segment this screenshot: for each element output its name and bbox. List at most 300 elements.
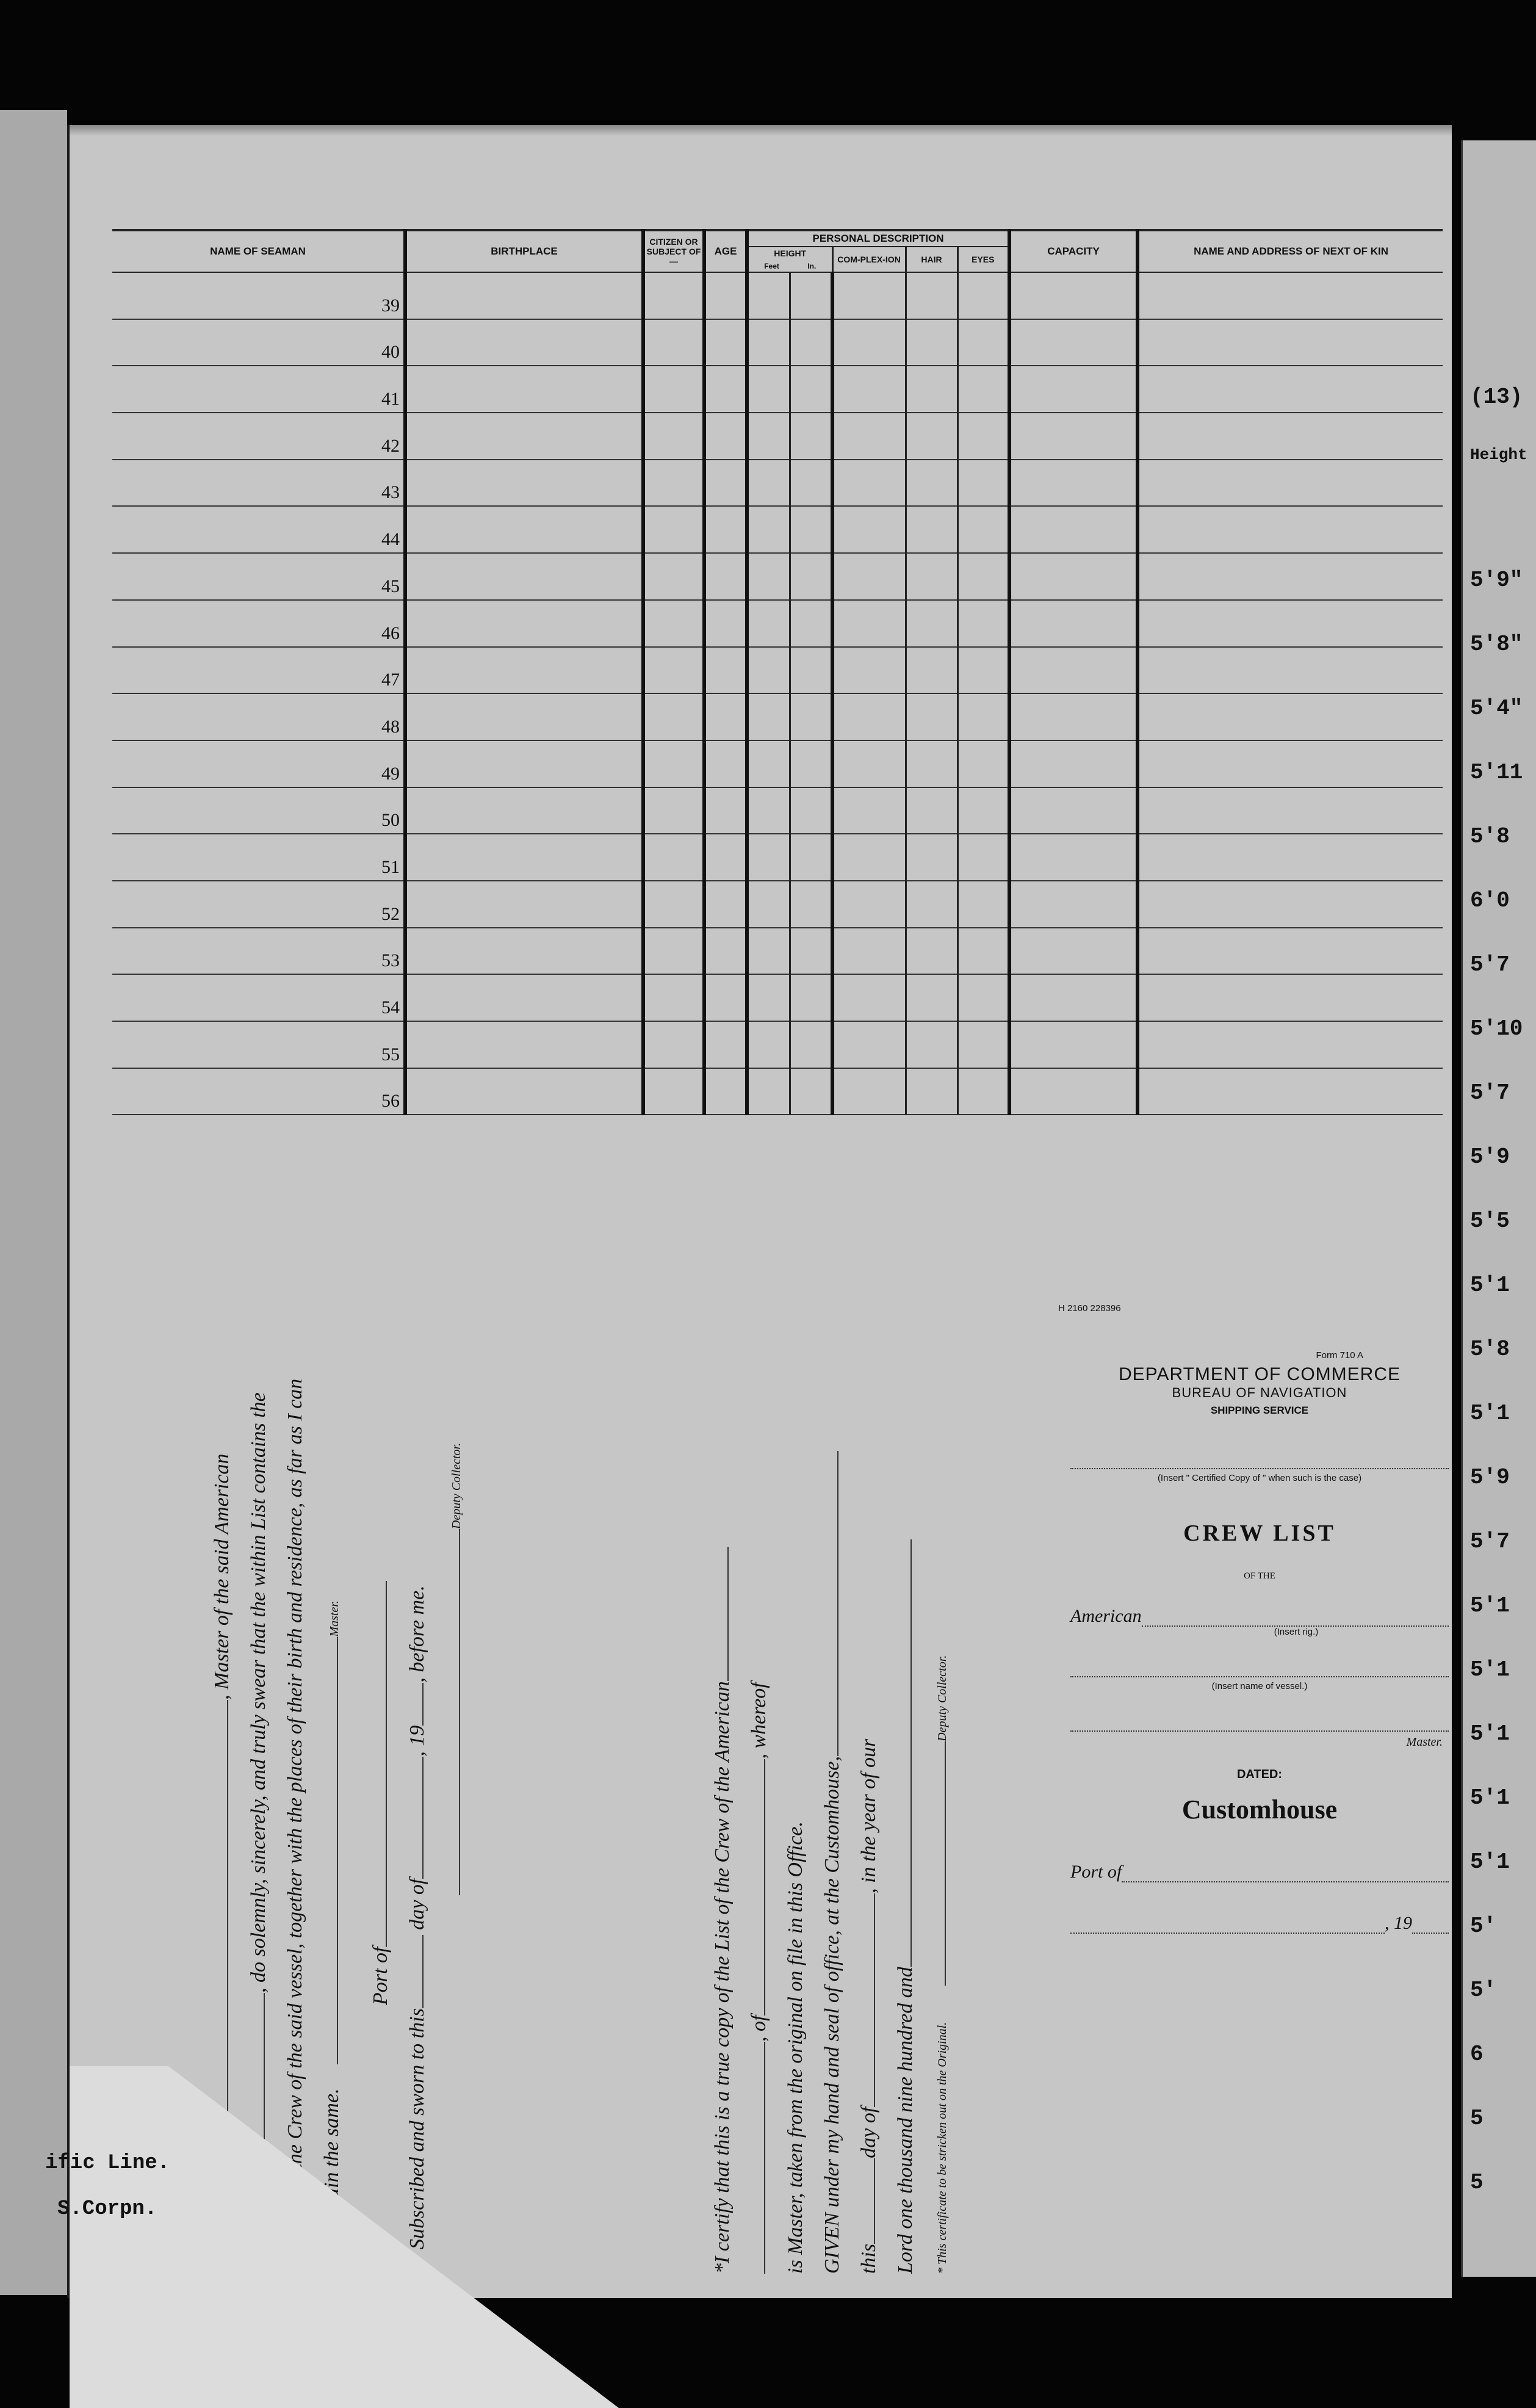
insert-rig: (Insert rig.) [1274, 1627, 1319, 1637]
cert-line5: Lord one thousand nine hundred and [887, 1346, 924, 2274]
bureau: BUREAU OF NAVIGATION [1172, 1385, 1347, 1400]
table-cell [405, 1068, 643, 1115]
crew-table [112, 229, 1443, 1115]
table-cell [957, 413, 1009, 460]
back-page-height: 5'7 [1470, 1529, 1510, 1554]
table-cell [704, 600, 747, 647]
table-cell [832, 600, 906, 647]
american-label: American [1070, 1606, 1142, 1626]
table-cell [704, 787, 747, 834]
table-cell [643, 319, 704, 366]
table-cell [747, 553, 790, 600]
table-cell [405, 413, 643, 460]
table-cell [643, 506, 704, 553]
table-cell [957, 740, 1009, 787]
table-row [112, 600, 1443, 647]
table-cell [704, 366, 747, 413]
table-cell [1138, 740, 1443, 787]
row-number: 51 [112, 834, 405, 881]
table-cell [1138, 460, 1443, 507]
table-cell [1138, 366, 1443, 413]
back-page-height: 5'10 [1470, 1016, 1523, 1041]
table-cell [704, 693, 747, 740]
back-page-height: 5 [1470, 2170, 1484, 2195]
table-cell [405, 366, 643, 413]
table-cell [704, 553, 747, 600]
row-number: 44 [112, 506, 405, 553]
table-cell [790, 834, 832, 881]
table-cell [790, 740, 832, 787]
table-cell [790, 553, 832, 600]
table-cell [832, 366, 906, 413]
back-page-height: 5'1 [1470, 1273, 1510, 1298]
header-complexion: COM-PLEX-ION [832, 247, 906, 272]
table-cell [957, 319, 1009, 366]
table-cell [704, 881, 747, 928]
oath-subscribed: Subscribed and sworn to this day of, 19, before me. [406, 1585, 428, 2249]
table-cell [790, 506, 832, 553]
table-cell [906, 600, 957, 647]
table-cell [790, 928, 832, 975]
table-cell [1009, 834, 1138, 881]
table-cell [906, 928, 957, 975]
table-cell [405, 834, 643, 881]
table-cell [1009, 272, 1138, 319]
table-cell [790, 319, 832, 366]
table-cell [790, 881, 832, 928]
row-number: 43 [112, 460, 405, 507]
left-page-edge [0, 110, 67, 2295]
table-cell [643, 881, 704, 928]
table-cell [704, 506, 747, 553]
table-cell [906, 1068, 957, 1115]
table-cell [704, 272, 747, 319]
header-citizen: CITIZEN OR SUBJECT OF— [643, 230, 704, 272]
customhouse-label: Customhouse [1181, 1795, 1338, 1824]
table-cell [643, 928, 704, 975]
table-row [112, 413, 1443, 460]
table-cell [1138, 272, 1443, 319]
oath-master-label: Master. [328, 1600, 341, 1637]
table-cell [405, 272, 643, 319]
table-row [112, 1021, 1443, 1068]
table-cell [747, 974, 790, 1021]
table-row [112, 787, 1443, 834]
table-cell [747, 319, 790, 366]
table-cell [832, 272, 906, 319]
table-row [112, 647, 1443, 694]
table-cell [643, 600, 704, 647]
table-cell [1009, 881, 1138, 928]
table-cell [405, 787, 643, 834]
back-page-height: 5'8 [1470, 1337, 1510, 1362]
table-cell [747, 272, 790, 319]
row-number: 47 [112, 647, 405, 694]
header-age: AGE [704, 230, 747, 272]
table-cell [643, 834, 704, 881]
table-cell [906, 834, 957, 881]
table-row [112, 506, 1443, 553]
table-cell [832, 693, 906, 740]
table-cell [405, 506, 643, 553]
table-cell [1009, 974, 1138, 1021]
table-cell [747, 928, 790, 975]
table-cell [1138, 319, 1443, 366]
back-page-height: 6 [1470, 2042, 1484, 2067]
table-cell [832, 319, 906, 366]
back-page-head: (13) [1470, 385, 1523, 410]
table-cell [405, 600, 643, 647]
crew-list-sheet [45, 125, 1452, 2298]
table-cell [704, 413, 747, 460]
table-cell [405, 740, 643, 787]
table-cell [906, 693, 957, 740]
header-height [747, 247, 832, 272]
table-cell [1138, 553, 1443, 600]
shipping-service: SHIPPING SERVICE [1210, 1405, 1309, 1416]
back-page-height: 6'0 [1470, 888, 1510, 913]
back-page-height: 5'1 [1470, 1785, 1510, 1810]
table-cell [957, 1068, 1009, 1115]
table-cell [832, 740, 906, 787]
back-page-height: 5'1 [1470, 1721, 1510, 1746]
header-name: NAME OF SEAMAN [112, 230, 405, 272]
oath-port: Port of [362, 1376, 399, 2249]
back-page-height: 5' [1470, 1978, 1497, 2003]
cert-footnote: * This certificate to be stricken out on the Original.Deputy Collector. [936, 1655, 949, 2274]
table-cell [704, 1068, 747, 1115]
table-cell [405, 553, 643, 600]
table-cell [957, 366, 1009, 413]
header-height-label: HEIGHT [774, 248, 807, 258]
table-cell [790, 693, 832, 740]
back-page-word: Height [1470, 446, 1527, 464]
back-page-height: 5'9" [1470, 568, 1523, 593]
table-cell [832, 413, 906, 460]
back-page-height: 5' [1470, 1914, 1497, 1939]
table-row [112, 740, 1443, 787]
table-cell [643, 740, 704, 787]
table-cell [1009, 553, 1138, 600]
table-cell [405, 460, 643, 507]
row-number: 45 [112, 553, 405, 600]
table-cell [1138, 647, 1443, 694]
table-cell [405, 647, 643, 694]
table-cell [1138, 600, 1443, 647]
table-cell [643, 460, 704, 507]
back-page-edge [1461, 140, 1536, 2277]
table-cell [790, 1021, 832, 1068]
table-cell [704, 974, 747, 1021]
table-cell [790, 413, 832, 460]
typed-line-1: ific Line. [45, 2152, 170, 2175]
table-cell [957, 881, 1009, 928]
table-row [112, 319, 1443, 366]
back-page-height: 5'5 [1470, 1209, 1510, 1234]
table-cell [1009, 647, 1138, 694]
table-cell [747, 693, 790, 740]
cert-line1: *I certify that this is a true copy of the List of the Crew of the American [704, 1346, 741, 2274]
crew-table-body [112, 272, 1443, 1115]
back-page-height: 5'1 [1470, 1657, 1510, 1682]
department: DEPARTMENT OF COMMERCE [1118, 1364, 1401, 1384]
table-cell [405, 1021, 643, 1068]
year-row [1070, 1913, 1449, 1934]
table-cell [1009, 460, 1138, 507]
table-cell [832, 1068, 906, 1115]
back-page-height: 5'11 [1470, 760, 1523, 785]
back-page-height: 5'4" [1470, 696, 1523, 721]
table-cell [832, 506, 906, 553]
table-cell [1138, 1021, 1443, 1068]
table-cell [957, 834, 1009, 881]
table-cell [957, 272, 1009, 319]
table-cell [747, 506, 790, 553]
table-cell [906, 787, 957, 834]
table-cell [906, 974, 957, 1021]
table-cell [906, 553, 957, 600]
table-cell [906, 460, 957, 507]
form-number: Form 710 A [1316, 1350, 1363, 1361]
table-cell [1138, 881, 1443, 928]
table-cell [1138, 834, 1443, 881]
table-cell [1138, 974, 1443, 1021]
table-cell [1138, 787, 1443, 834]
table-cell [1138, 928, 1443, 975]
oath-line3: names of the Crew of the said vessel, together with the places of their birth and residence, as far as I can [284, 1378, 306, 2249]
table-cell [790, 974, 832, 1021]
row-number: 39 [112, 272, 405, 319]
table-cell [832, 460, 906, 507]
table-cell [643, 553, 704, 600]
table-cell [704, 319, 747, 366]
table-cell [906, 647, 957, 694]
row-number: 48 [112, 693, 405, 740]
table-cell [747, 460, 790, 507]
table-row [112, 928, 1443, 975]
table-cell [1009, 928, 1138, 975]
header-capacity: CAPACITY [1009, 230, 1138, 272]
back-page-height: 5'9 [1470, 1144, 1510, 1170]
table-cell [1138, 1068, 1443, 1115]
print-code: H 2160 228396 [1058, 1303, 1121, 1314]
table-row [112, 834, 1443, 881]
table-cell [405, 881, 643, 928]
header-feet: Feet [764, 262, 779, 270]
table-cell [957, 693, 1009, 740]
table-cell [1009, 1068, 1138, 1115]
back-page-height: 5'1 [1470, 1593, 1510, 1618]
master-label: Master. [1406, 1735, 1443, 1749]
table-cell [957, 787, 1009, 834]
table-cell [957, 506, 1009, 553]
table-row [112, 460, 1443, 507]
oath-master-of: , Master of the said American [204, 1376, 240, 2249]
oath-line4: ascertain the same.Master. [320, 1600, 343, 2249]
row-number: 41 [112, 366, 405, 413]
table-cell [906, 1021, 957, 1068]
table-cell [1138, 506, 1443, 553]
table-cell [957, 974, 1009, 1021]
table-row [112, 1068, 1443, 1115]
table-cell [747, 366, 790, 413]
table-cell [832, 834, 906, 881]
table-cell [1009, 740, 1138, 787]
table-cell [957, 600, 1009, 647]
row-number: 40 [112, 319, 405, 366]
back-page-height: 5'8 [1470, 824, 1510, 849]
table-cell [643, 1068, 704, 1115]
table-cell [1009, 1021, 1138, 1068]
table-cell [643, 693, 704, 740]
form-cover [1046, 1303, 1473, 1934]
table-cell [643, 787, 704, 834]
insert-name: (Insert name of vessel.) [1211, 1681, 1308, 1691]
table-cell [790, 600, 832, 647]
table-cell [957, 553, 1009, 600]
table-cell [747, 787, 790, 834]
header-hair: HAIR [906, 247, 957, 272]
table-cell [832, 1021, 906, 1068]
table-cell [790, 1068, 832, 1115]
oath-block [204, 1376, 472, 2249]
header-birthplace: BIRTHPLACE [405, 230, 643, 272]
port-row [1070, 1862, 1449, 1882]
table-cell [1009, 319, 1138, 366]
cert-line3: GIVEN under my hand and seal of office, at the Customhouse, [814, 1346, 851, 2274]
table-cell [405, 928, 643, 975]
table-cell [1009, 506, 1138, 553]
typed-line-2: S.Corpn. [57, 2197, 157, 2221]
table-cell [790, 787, 832, 834]
table-cell [747, 1021, 790, 1068]
table-cell [1009, 787, 1138, 834]
table-cell [643, 366, 704, 413]
row-number: 46 [112, 600, 405, 647]
table-cell [643, 272, 704, 319]
row-number: 50 [112, 787, 405, 834]
table-cell [790, 366, 832, 413]
table-cell [790, 647, 832, 694]
table-row [112, 881, 1443, 928]
table-cell [643, 413, 704, 460]
table-cell [1009, 600, 1138, 647]
certificate-block [704, 1346, 961, 2274]
cert-this: thisday of, in the year of our [857, 1738, 880, 2274]
table-cell [1138, 693, 1443, 740]
table-cell [906, 506, 957, 553]
table-row [112, 272, 1443, 319]
crew-list-title: CREW LIST [1183, 1520, 1336, 1546]
cert-copy-line [1070, 1466, 1449, 1469]
table-row [112, 693, 1443, 740]
dated-label: DATED: [1236, 1768, 1283, 1781]
table-cell [643, 647, 704, 694]
table-cell [704, 647, 747, 694]
table-cell [906, 413, 957, 460]
cert-line2: is Master, taken from the original on file in this Office. [784, 1821, 807, 2274]
table-cell [832, 787, 906, 834]
table-cell [957, 1021, 1009, 1068]
table-cell [643, 1021, 704, 1068]
back-page-height: 5'1 [1470, 1849, 1510, 1875]
table-cell [957, 460, 1009, 507]
table-cell [906, 319, 957, 366]
row-number: 42 [112, 413, 405, 460]
table-cell [906, 366, 957, 413]
table-cell [832, 974, 906, 1021]
back-page-height: 5'8" [1470, 632, 1523, 657]
table-cell [405, 319, 643, 366]
table-cell [405, 693, 643, 740]
table-cell [906, 881, 957, 928]
table-cell [832, 553, 906, 600]
table-cell [747, 413, 790, 460]
table-cell [747, 647, 790, 694]
back-page-height: 5 [1470, 2106, 1484, 2131]
row-number: 53 [112, 928, 405, 975]
table-row [112, 553, 1443, 600]
oath-deputy: Deputy Collector. [436, 1376, 472, 2249]
table-cell [1009, 693, 1138, 740]
table-cell [1009, 366, 1138, 413]
table-cell [747, 740, 790, 787]
row-number: 49 [112, 740, 405, 787]
header-kin: NAME AND ADDRESS OF NEXT OF KIN [1138, 230, 1443, 272]
table-cell [790, 460, 832, 507]
american-row [1070, 1606, 1449, 1627]
cert-of: , of, whereof [741, 1346, 777, 2274]
table-cell [405, 974, 643, 1021]
table-cell [790, 272, 832, 319]
year-label: , 19 [1385, 1913, 1412, 1933]
back-page-height: 5'9 [1470, 1465, 1510, 1490]
row-number: 55 [112, 1021, 405, 1068]
header-eyes: EYES [957, 247, 1009, 272]
table-cell [704, 740, 747, 787]
insert-cert-note: (Insert " Certified Copy of " when such is the case) [1157, 1473, 1362, 1483]
table-cell [957, 647, 1009, 694]
table-row [112, 974, 1443, 1021]
row-number: 56 [112, 1068, 405, 1115]
table-cell [704, 460, 747, 507]
table-cell [906, 740, 957, 787]
back-page-height: 5'7 [1470, 1080, 1510, 1105]
table-cell [957, 928, 1009, 975]
table-cell [704, 834, 747, 881]
table-cell [1009, 413, 1138, 460]
table-cell [747, 834, 790, 881]
back-page-height: 5'1 [1470, 1401, 1510, 1426]
table-cell [832, 647, 906, 694]
port-label: Port of [1070, 1862, 1122, 1882]
table-cell [704, 928, 747, 975]
oath-line2: , do solemnly, sincerely, and truly swear that the within List contains the [240, 1376, 277, 2249]
table-cell [906, 272, 957, 319]
table-cell [704, 1021, 747, 1068]
table-cell [1138, 413, 1443, 460]
row-number: 52 [112, 881, 405, 928]
table-cell [747, 881, 790, 928]
table-cell [747, 600, 790, 647]
header-personal: PERSONAL DESCRIPTION [747, 230, 1009, 247]
header-inches: In. [807, 262, 817, 270]
table-cell [832, 881, 906, 928]
table-cell [832, 928, 906, 975]
row-number: 54 [112, 974, 405, 1021]
back-page-height: 5'7 [1470, 952, 1510, 977]
of-the: OF THE [1244, 1571, 1275, 1581]
